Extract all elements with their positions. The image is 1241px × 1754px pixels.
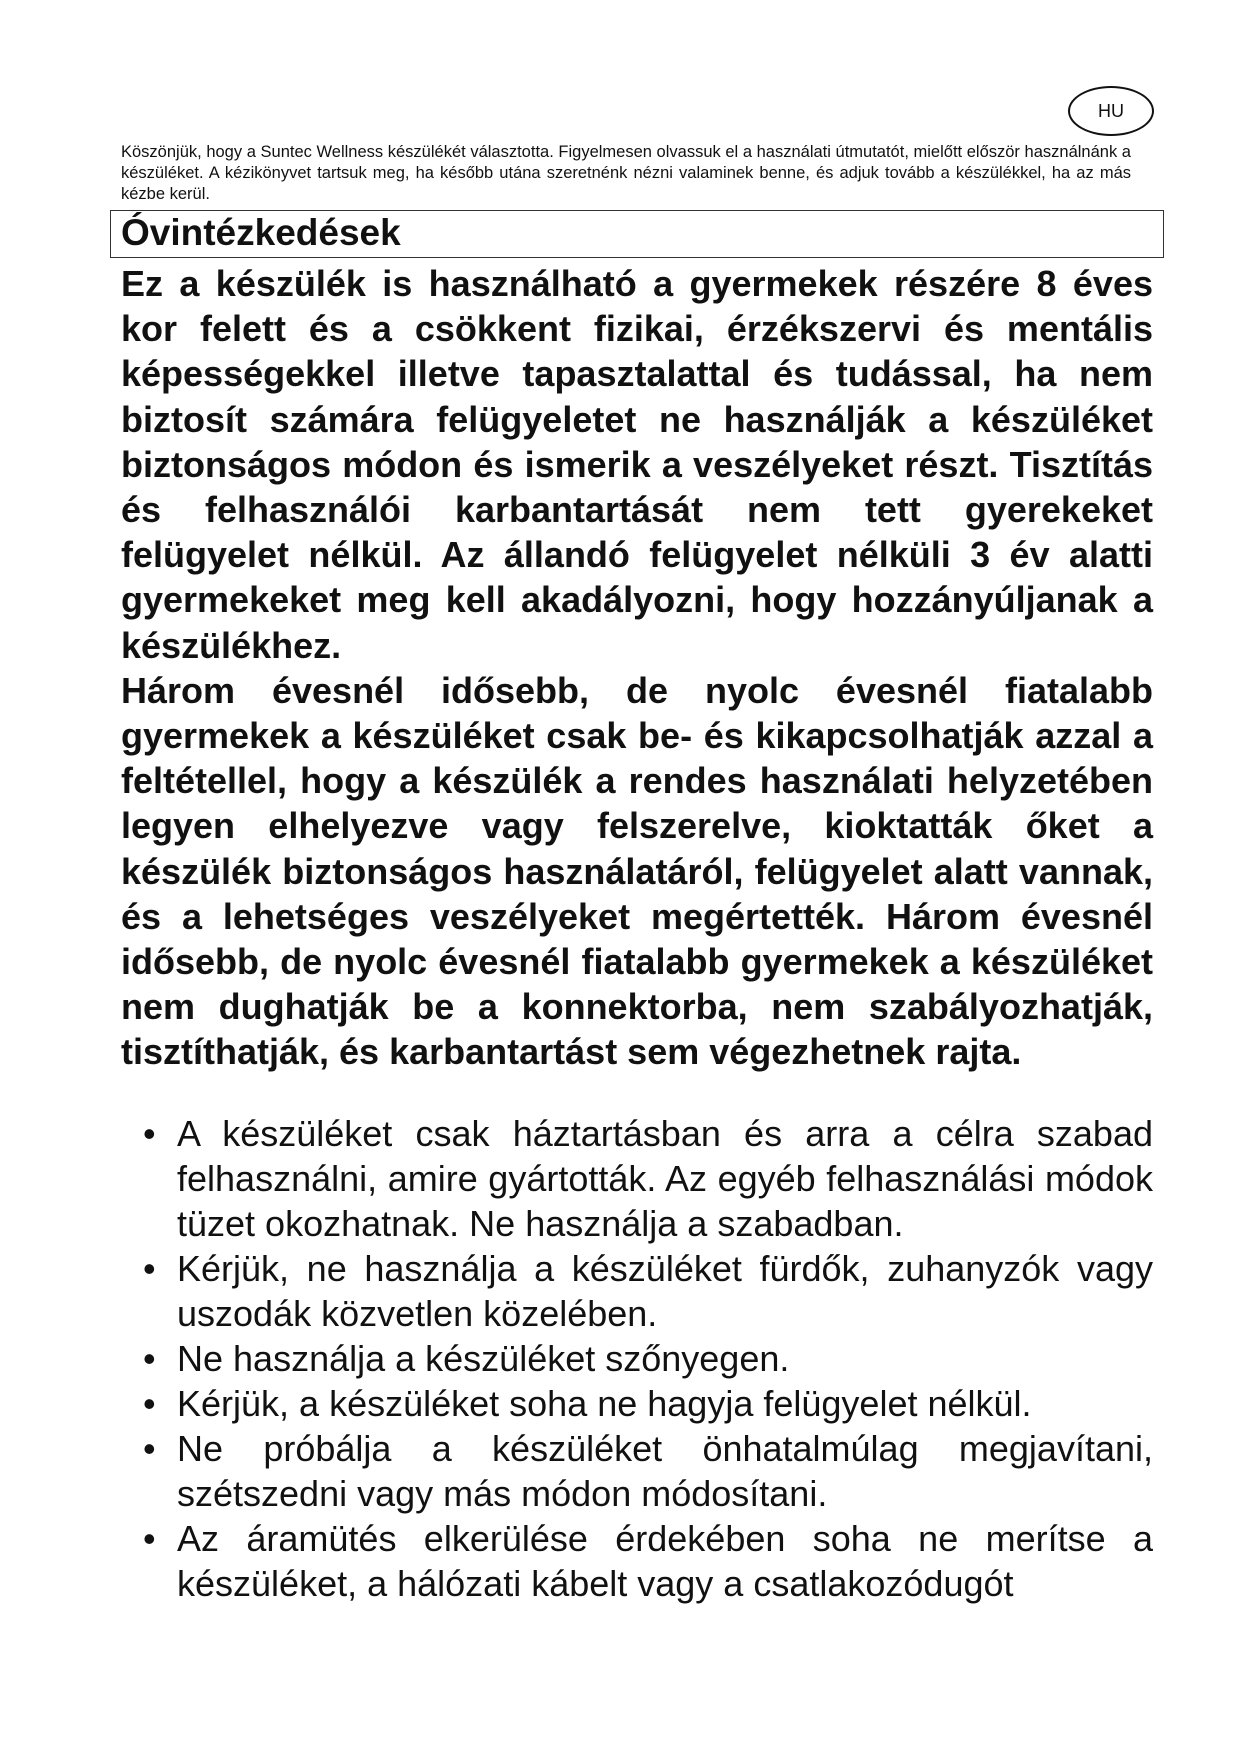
bullet-icon: •	[143, 1383, 156, 1424]
bullet-icon: •	[143, 1428, 156, 1469]
list-item-text: Kérjük, a készüléket soha ne hagyja felügyelet nélkül.	[177, 1383, 1032, 1424]
list-item	[121, 1381, 1153, 1426]
bullet-icon: •	[143, 1338, 156, 1379]
list-item-text: A készüléket csak háztartásban és arra a célra szabad felhasználni, amire gyártották. Az egyéb felhasználási módok tüzet okozhatnak. Ne használja a szabadban.	[177, 1113, 1153, 1244]
list-item-text: Kérjük, ne használja a készüléket fürdők, zuhanyzók vagy uszodák közvetlen közelében.	[177, 1248, 1153, 1334]
bullet-icon: •	[143, 1248, 156, 1289]
list-item	[121, 1516, 1153, 1606]
warning-block	[121, 261, 1153, 1075]
section-title: Óvintézkedések	[110, 210, 1164, 258]
warning-paragraph: Három évesnél idősebb, de nyolc évesnél fiatalabb gyermekek a készüléket csak be- és kikapcsolhatják azzal a feltétellel, hogy a készülék a rendes használati helyzetében legyen elhelyezve vagy felszerelve, kioktatták őket a készülék biztonságos használatáról, felügyelet alatt vannak, és a lehetséges veszélyeket megértették. Három évesnél idősebb, de nyolc évesnél fiatalabb gyermekek a készüléket nem dughatják be a konnektorba, nem szabályozhatják, tisztíthatják, és karbantartást sem végezhetnek rajta.	[121, 669, 1153, 1073]
list-item-text: Ne próbálja a készüléket önhatalmúlag megjavítani, szétszedni vagy más módon módosítani.	[177, 1428, 1153, 1514]
intro-text: Köszönjük, hogy a Suntec Wellness készülékét választotta. Figyelmesen olvassuk el a használati útmutatót, mielőtt először használnánk a készüléket. A kézikönyvet tartsuk meg, ha később utána szeretnénk nézni valaminek benne, és adjuk tovább a készülékkel, ha az más kézbe kerül.	[121, 143, 1131, 203]
list-item	[121, 1111, 1153, 1246]
bullet-icon: •	[143, 1518, 156, 1559]
list-item	[121, 1426, 1153, 1516]
precautions-list	[121, 1111, 1153, 1606]
list-item	[121, 1246, 1153, 1336]
language-badge: HU	[1068, 86, 1154, 136]
list-item	[121, 1336, 1153, 1381]
list-item-text: Ne használja a készüléket szőnyegen.	[177, 1338, 790, 1379]
list-item-text: Az áramütés elkerülése érdekében soha ne merítse a készüléket, a hálózati kábelt vagy a csatlakozódugót	[177, 1518, 1153, 1604]
bullet-icon: •	[143, 1113, 156, 1154]
warning-paragraph: Ez a készülék is használható a gyermekek részére 8 éves kor felett és a csökkent fizikai, érzékszervi és mentális képességekkel illetve tapasztalattal és tudással, ha nem biztosít számára felügyeletet ne használják a készüléket biztonságos módon és ismerik a veszélyeket részt. Tisztítás és felhasználói karbantartását nem tett gyerekeket felügyelet nélkül. Az állandó felügyelet nélküli 3 év alatti gyermekeket meg kell akadályozni, hogy hozzányúljanak a készülékhez.	[121, 263, 1153, 666]
